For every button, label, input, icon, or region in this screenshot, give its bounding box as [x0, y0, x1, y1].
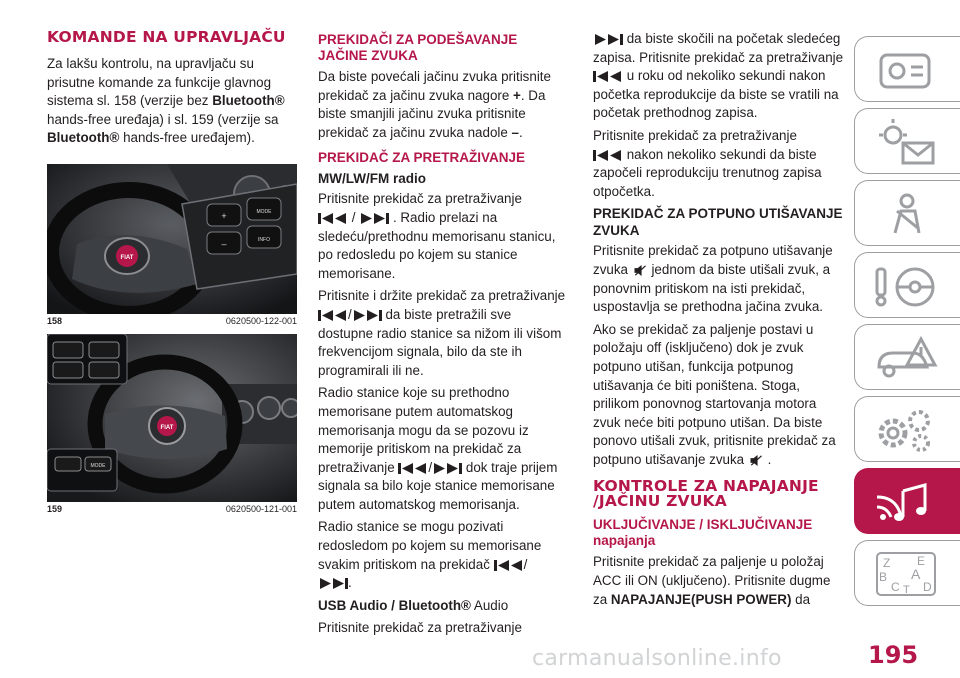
mute-paragraph-1: Pritisnite prekidač za potpuno utišavanje zvuka jednom da biste utišali zvuk, a ponovnim pritiskom na isti prekidač, uspostavlja se prethodna jačina zvuka.	[593, 243, 833, 315]
seek-back-icon	[593, 71, 623, 82]
tab-start-drive[interactable]	[854, 252, 960, 318]
heading-mute-switch: PREKIDAČ ZA POTPUNO UTIŠAVANJE ZVUKA	[593, 206, 843, 239]
svg-text:C: C	[891, 580, 900, 594]
track-paragraph-1: da biste skočili na početak sledećeg zapisa. Pritisnite prekidač za pretraživanje u roku od nekoliko sekundi nakon početka reprodukcije da biste se vratili na početak prethodnog zapisa.	[593, 31, 844, 121]
seek-paragraph-2: Pritisnite i držite prekidač za pretraživanje / da biste pretražili sve dostupne radio stanice sa nižom ili višom frekvencijom signala, bilo da ste ih programirali ili ne.	[318, 288, 566, 378]
figure-159-steering-wheel	[47, 334, 297, 502]
power-paragraph: Pritisnite prekidač za paljenje u položaj ACC ili ON (uključeno). Pritisnite dugme za NAPAJANJE(PUSH POWER) da	[593, 554, 831, 607]
column-3	[593, 30, 845, 613]
seek-forward-icon	[359, 213, 389, 224]
seek-paragraph-3: Radio stanice koje su prethodno memorisane putem automatskog memorisanja mogu da se pozovu iz memorije pritiskom na prekidač za pretraživanje / dok traje prijem signala sa bilo koje stanice memorisane putem automatskog memorisanja.	[318, 385, 558, 512]
index-icon	[873, 549, 943, 599]
column-1	[47, 30, 297, 522]
figure-158-steering-wheel	[47, 164, 297, 314]
multimedia-icon	[873, 477, 943, 527]
heading-power-volume-controls: KONTROLE ZA NAPAJANJE /JAČINU ZVUKA	[593, 477, 819, 511]
usb-audio-paragraph: Pritisnite prekidač za pretraživanje	[318, 620, 522, 636]
subheading-radio: MW/LW/FM radio	[318, 171, 426, 187]
start-drive-icon	[873, 261, 943, 311]
figure-159-caption: 159 0620500-121-001	[47, 503, 297, 514]
track-paragraph-2: Pritisnite prekidač za pretraživanje nakon nekoliko sekundi da biste započeli reprodukciju trenutnog zapisa otpočetka.	[593, 127, 822, 199]
emergency-icon	[873, 333, 943, 383]
mute-icon	[748, 455, 764, 466]
mute-icon	[632, 265, 648, 276]
tab-warning-lights[interactable]	[854, 108, 960, 174]
seek-back-icon	[494, 560, 524, 571]
seek-forward-icon	[432, 463, 462, 474]
seek-forward-icon	[318, 578, 348, 589]
chapter-tabs	[854, 36, 960, 612]
fiat-logo-2: FIAT	[160, 424, 174, 431]
seek-forward-icon	[593, 34, 623, 45]
heading-power-on-off: UKLJUČIVANJE / ISKLJUČIVANJE napajanja	[593, 517, 813, 549]
tab-multimedia[interactable]	[854, 468, 960, 534]
seek-back-icon	[318, 310, 348, 321]
svg-text:E: E	[917, 554, 926, 568]
usb-audio-subheading: USB Audio / Bluetooth® Audio	[318, 597, 509, 613]
seek-back-icon	[398, 463, 428, 474]
heading-seek-switch: PREKIDAČ ZA PRETRAŽIVANJE	[318, 150, 526, 166]
seek-paragraph-1: Pritisnite prekidač za pretraživanje / . Radio prelazi na sledeću/prethodnu memorisanu stanicu, po redosledu po kojem su stanice memorisane.	[318, 191, 556, 281]
maintenance-icon	[873, 405, 943, 455]
svg-text:D: D	[923, 580, 932, 594]
svg-text:Z: Z	[883, 556, 891, 570]
intro-paragraph: Za lakšu kontrolu, na upravljaču su prisutne komande za funkcije glavnog sistema sl. 158 (verzije bez Bluetooth® hands-free uređaja) i sl. 159 (verzije sa Bluetooth® hands-free uređajem).	[47, 56, 285, 146]
volume-paragraph: Da biste povećali jačinu zvuka pritisnite prekidač za jačinu zvuka nagore +. Da biste smanjili jačinu zvuka pritisnite prekidač za jačinu zvuka nadole –.	[318, 69, 551, 140]
mode-button-label-2: MODE	[90, 462, 106, 469]
svg-text:B: B	[879, 570, 888, 584]
tab-index[interactable]	[854, 540, 960, 606]
svg-text:A: A	[911, 566, 921, 582]
watermark: carmanualsonline.info	[532, 646, 782, 671]
tab-dashboard[interactable]	[854, 36, 960, 102]
info-button-label: INFO	[258, 236, 270, 243]
dashboard-icon	[873, 45, 943, 95]
page-number: 195	[868, 641, 919, 669]
warning-lights-icon	[873, 117, 943, 167]
seek-forward-icon	[352, 310, 382, 321]
figure-158-caption: 158 0620500-122-001	[47, 315, 297, 326]
volume-down-button-label: –	[221, 238, 227, 249]
tab-maintenance[interactable]	[854, 396, 960, 462]
seek-paragraph-4: Radio stanice se mogu pozivati redosledom po kojem su memorisane svakim pritiskom na prekidač / .	[318, 519, 542, 591]
tab-safety[interactable]	[854, 180, 960, 246]
fiat-logo: FIAT	[120, 254, 134, 261]
safety-icon	[873, 189, 943, 239]
heading-volume-switches: PREKIDAČI ZA PODEŠAVANJE JAČINE ZVUKA	[318, 32, 518, 63]
column-2	[318, 30, 570, 642]
seek-back-icon	[593, 150, 623, 161]
heading-steering-controls: KOMANDE NA UPRAVLJAČU	[47, 28, 286, 46]
seek-back-icon	[318, 213, 348, 224]
volume-up-button-label: +	[221, 210, 227, 221]
tab-emergency[interactable]	[854, 324, 960, 390]
mode-button-label: MODE	[256, 208, 272, 215]
svg-text:T: T	[903, 584, 910, 596]
mute-paragraph-2: Ako se prekidač za paljenje postavi u položaju off (isključeno) dok je zvuk potpuno utišan, funkcija potpunog utišavanja će biti poništena. Stoga, prilikom ponovnog startovanja motora zvuk neće biti potpuno utišan. Da biste ponovo utišali zvuk, pritisnite prekidač za potpuno utišavanje zvuka .	[593, 321, 836, 467]
